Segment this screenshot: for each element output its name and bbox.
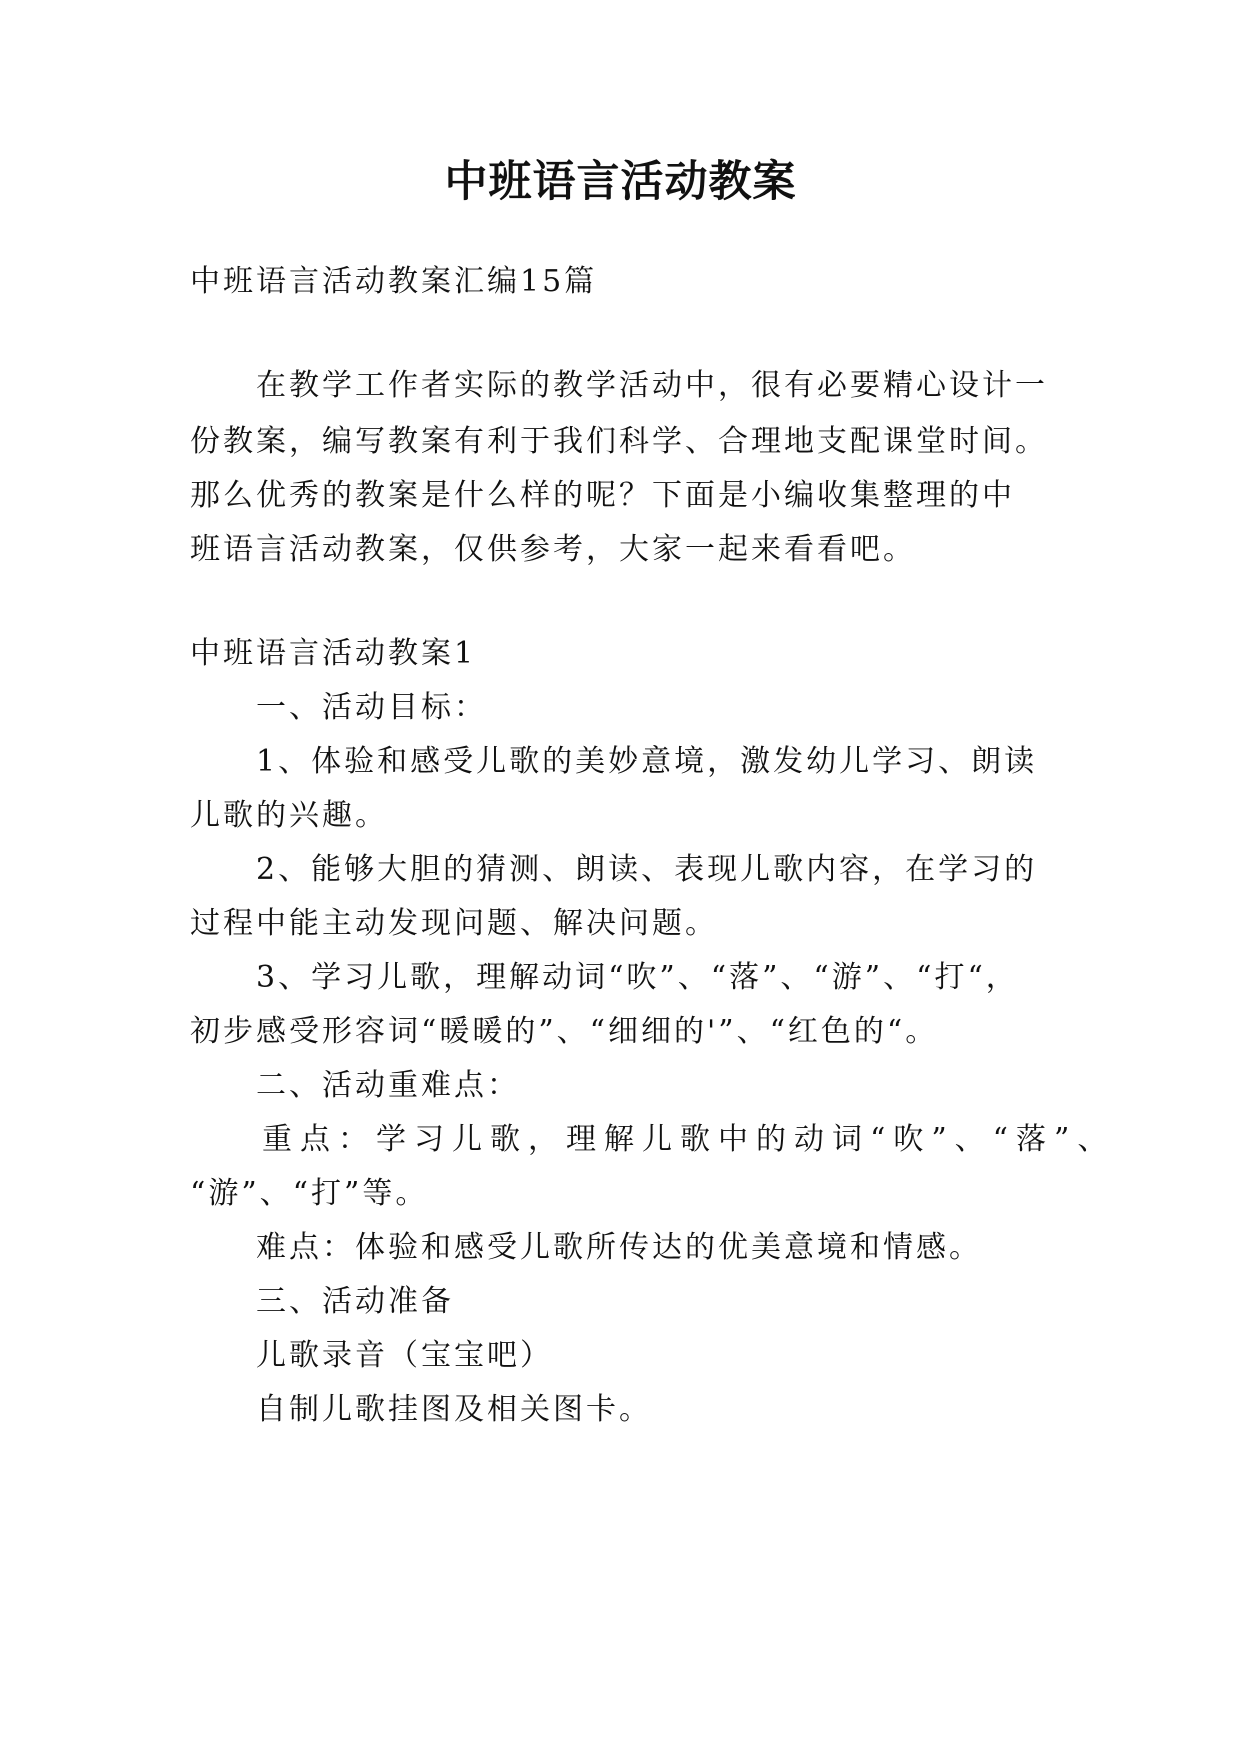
- intro-line-2: 份教案，编写教案有利于我们科学、合理地支配课堂时间。: [190, 424, 1048, 459]
- goal-3-line-1: 3、学习儿歌，理解动词“吹”、“落”、“游”、“打“，: [256, 960, 1019, 995]
- difficulty-line: 难点：体验和感受儿歌所传达的优美意境和情感。: [256, 1230, 982, 1265]
- intro-line-3: 那么优秀的教案是什么样的呢？下面是小编收集整理的中: [190, 478, 1015, 513]
- section-heading: 中班语言活动教案1: [190, 636, 477, 671]
- prep-heading: 三、活动准备: [256, 1284, 454, 1319]
- document-subtitle: 中班语言活动教案汇编15篇: [190, 264, 598, 299]
- intro-line-4: 班语言活动教案，仅供参考，大家一起来看看吧。: [190, 532, 916, 567]
- document-title: 中班语言活动教案: [444, 157, 797, 207]
- key-point-line-2: “游”、“打”等。: [190, 1176, 429, 1211]
- goal-2-line-1: 2、能够大胆的猜测、朗读、表现儿歌内容，在学习的: [256, 852, 1038, 887]
- goal-3-line-2: 初步感受形容词“暖暖的”、“细细的'”、“红色的“。: [190, 1014, 939, 1049]
- key-heading: 二、活动重难点：: [256, 1068, 520, 1103]
- goal-1-line-2: 儿歌的兴趣。: [190, 798, 388, 833]
- goal-1-line-1: 1、体验和感受儿歌的美妙意境，激发幼儿学习、朗读: [256, 744, 1038, 779]
- goal-2-line-2: 过程中能主动发现问题、解决问题。: [190, 906, 718, 941]
- prep-item-2: 自制儿歌挂图及相关图卡。: [256, 1392, 652, 1427]
- goals-heading: 一、活动目标：: [256, 690, 487, 725]
- intro-line-1: 在教学工作者实际的教学活动中，很有必要精心设计一: [256, 368, 1048, 403]
- prep-item-1: 儿歌录音（宝宝吧）: [256, 1338, 553, 1373]
- key-point-line-1: 重点：学习儿歌，理解儿歌中的动词“吹”、“落”、: [262, 1122, 1116, 1157]
